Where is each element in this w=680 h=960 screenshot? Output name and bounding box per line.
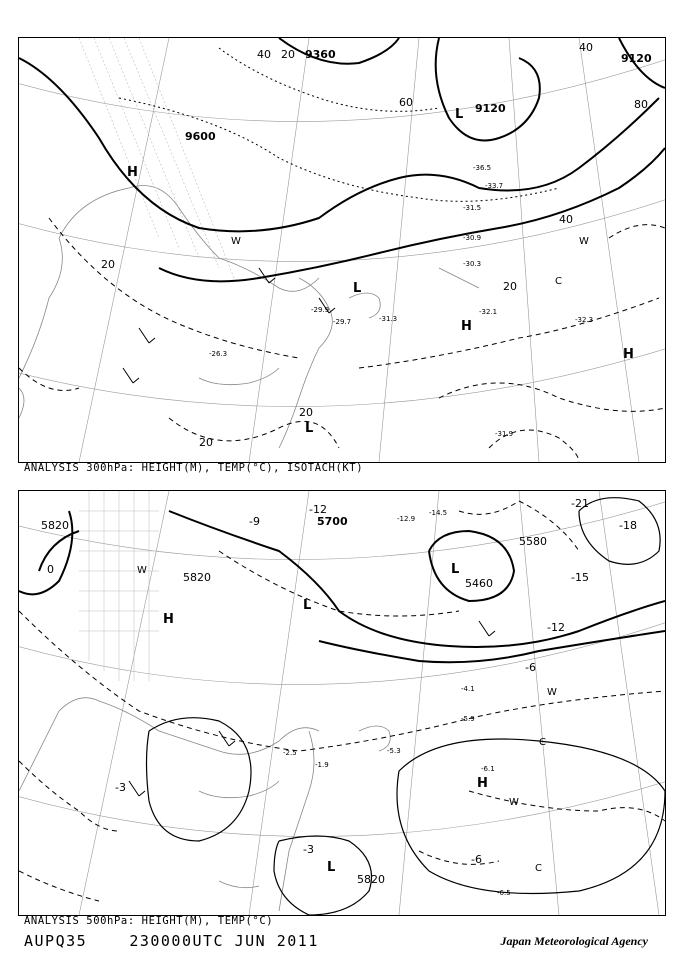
cold-marker: C	[535, 863, 542, 874]
isotach-label: 20	[299, 406, 313, 419]
cold-marker: C	[539, 737, 546, 748]
isotherm-label: -9	[249, 515, 260, 528]
isotherm-label: -3	[115, 781, 126, 794]
isotach-label: 60	[399, 96, 413, 109]
high-pressure-marker: H	[163, 612, 174, 627]
warm-marker: W	[137, 565, 147, 576]
height-label: 5820	[357, 873, 385, 886]
isotherm-label: -21	[571, 497, 589, 510]
observation-label: -2.5	[283, 749, 297, 757]
isotach-label: 80	[634, 98, 648, 111]
height-label: 9600	[185, 130, 216, 143]
isotach-label: 40	[257, 48, 271, 61]
map-canvas-300hpa	[19, 38, 665, 462]
temperature-label: -30.3	[463, 260, 482, 268]
caption-500hpa: ANALYSIS 500hPa: HEIGHT(M), TEMP(°C)	[24, 915, 274, 927]
observation-label: -5.3	[387, 747, 401, 755]
temperature-label: -31.3	[379, 315, 398, 323]
isotherm-label: -6	[471, 853, 482, 866]
low-pressure-marker: L	[451, 562, 460, 577]
isotherm-label: -15	[571, 571, 589, 584]
map-canvas-500hpa	[19, 491, 665, 915]
low-pressure-marker: L	[455, 107, 464, 122]
observation-label: -6.1	[481, 765, 495, 773]
height-label: 5820	[41, 519, 69, 532]
valid-time: 230000UTC JUN 2011	[129, 932, 319, 950]
low-pressure-marker: L	[353, 281, 362, 296]
temperature-label: -36.5	[473, 164, 492, 172]
temperature-label: -32.1	[479, 308, 498, 316]
cold-marker: C	[555, 276, 562, 287]
warm-marker: W	[231, 236, 241, 247]
isotach-label: 20	[503, 280, 517, 293]
chart-identifier	[24, 932, 319, 950]
height-label: 5700	[317, 515, 348, 528]
analysis-map-300hpa	[18, 37, 666, 463]
temperature-label: -29.9	[311, 306, 330, 314]
observation-label: -1.9	[315, 761, 329, 769]
high-pressure-marker: H	[477, 776, 488, 791]
observation-label: -5.9	[461, 715, 475, 723]
low-pressure-marker: L	[327, 860, 336, 875]
observation-label: -12.9	[397, 515, 416, 523]
height-label: 9120	[621, 52, 652, 65]
temperature-label: -31.9	[495, 430, 514, 438]
isotherm-label: -12	[309, 503, 327, 516]
high-pressure-marker: H	[127, 165, 138, 180]
low-pressure-marker: L	[305, 421, 314, 436]
temperature-label: -31.5	[463, 204, 482, 212]
observation-label: -14.5	[429, 509, 448, 517]
chart-code: AUPQ35	[24, 932, 88, 950]
warm-marker: W	[579, 236, 589, 247]
height-label: 9120	[475, 102, 506, 115]
high-pressure-marker: H	[461, 319, 472, 334]
isotherm-label: -12	[547, 621, 565, 634]
isotach-label: 20	[199, 436, 213, 449]
isotherm-label: -3	[303, 843, 314, 856]
analysis-map-500hpa	[18, 490, 666, 916]
height-label: 9360	[305, 48, 336, 61]
isotherm-label: -6	[525, 661, 536, 674]
isotherm-label: 0	[47, 563, 54, 576]
isotach-label: 40	[559, 213, 573, 226]
temperature-label: -33.7	[485, 182, 504, 190]
temperature-label: -32.3	[575, 316, 594, 324]
high-pressure-marker: H	[623, 347, 634, 362]
warm-marker: W	[509, 797, 519, 808]
temperature-label: -29.7	[333, 318, 352, 326]
isotach-label: 20	[281, 48, 295, 61]
caption-300hpa: ANALYSIS 300hPa: HEIGHT(M), TEMP(°C), ISOTACH(KT)	[24, 462, 364, 474]
isotach-label: 20	[101, 258, 115, 271]
height-label: 5460	[465, 577, 493, 590]
temperature-label: -26.3	[209, 350, 228, 358]
observation-label: -4.1	[461, 685, 475, 693]
isotherm-label: -18	[619, 519, 637, 532]
low-pressure-marker: L	[303, 598, 312, 613]
agency-name: Japan Meteorological Agency	[500, 934, 648, 948]
height-label: 5580	[519, 535, 547, 548]
warm-marker: W	[547, 687, 557, 698]
temperature-label: -30.9	[463, 234, 482, 242]
observation-label: -6.5	[497, 889, 511, 897]
isotach-label: 40	[579, 41, 593, 54]
height-label: 5820	[183, 571, 211, 584]
